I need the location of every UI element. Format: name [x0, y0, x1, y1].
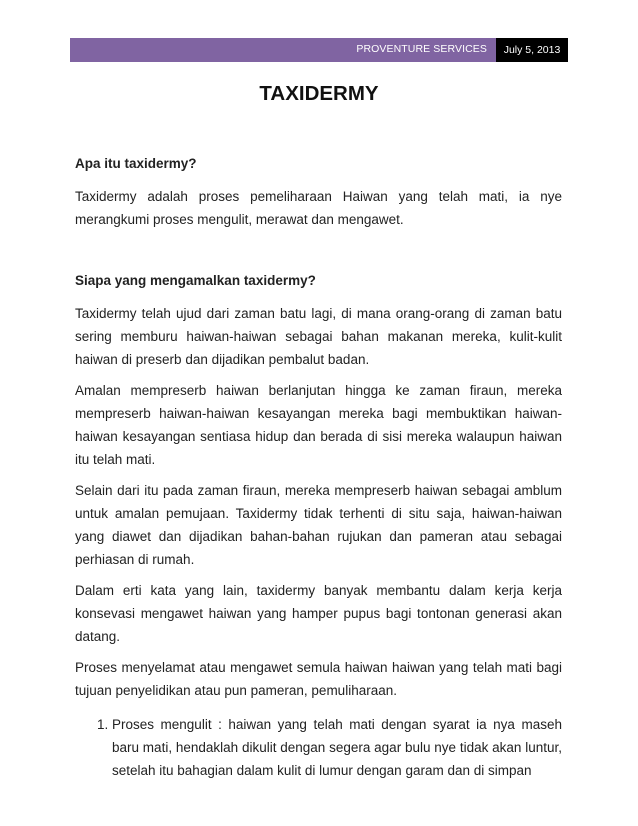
section-heading: Siapa yang mengamalkan taxidermy?	[75, 273, 316, 288]
paragraph: Taxidermy adalah proses pemeliharaan Haiwan yang telah mati, ia nye merangkumi proses mengulit, merawat dan mengawet.	[75, 189, 562, 227]
list-item: 1. Proses mengulit : haiwan yang telah mati dengan syarat ia nya maseh baru mati, hendaklah dikulit dengan segera agar bulu nye tidak akan luntur, setelah itu bahagian dalam kulit di lumur dengan garam dan di simpan	[112, 713, 562, 782]
paragraph: Proses menyelamat atau mengawet semula haiwan haiwan yang telah mati bagi tujuan penyelidikan atau pun pameran, pemuliharaan.	[75, 660, 562, 698]
numbered-list	[75, 713, 562, 782]
header-company: PROVENTURE SERVICES	[356, 43, 487, 55]
paragraph: Selain dari itu pada zaman firaun, mereka mempreserb haiwan sebagai amblum untuk amalan pemujaan. Taxidermy tidak terhenti di situ saja, haiwan-haiwan yang diawet dan dijadikan bahan-bahan rujukan dan pameran atau sebagai perhiasan di rumah.	[75, 483, 562, 567]
paragraph: Amalan mempreserb haiwan berlanjutan hingga ke zaman firaun, mereka mempreserb haiwan-haiwan kesayangan mereka bagi membuktikan haiwan-haiwan kesayangan sentiasa hidup dan berada di sisi mereka walaupun haiwan itu telah mati.	[75, 383, 562, 467]
section-heading: Apa itu taxidermy?	[75, 156, 197, 171]
paragraph: Taxidermy telah ujud dari zaman batu lagi, di mana orang-orang di zaman batu sering memburu haiwan-haiwan sebagai bahan makanan mereka, kulit-kulit haiwan di preserb dan dijadikan pembalut badan.	[75, 306, 562, 367]
header-bar	[70, 38, 496, 62]
document-body	[75, 152, 562, 782]
paragraph: Dalam erti kata yang lain, taxidermy banyak membantu dalam kerja kerja konsevasi mengawet haiwan yang hamper pupus bagi tontonan generasi akan datang.	[75, 583, 562, 644]
header-date: July 5, 2013	[496, 38, 568, 62]
document-title: TAXIDERMY	[259, 82, 379, 105]
